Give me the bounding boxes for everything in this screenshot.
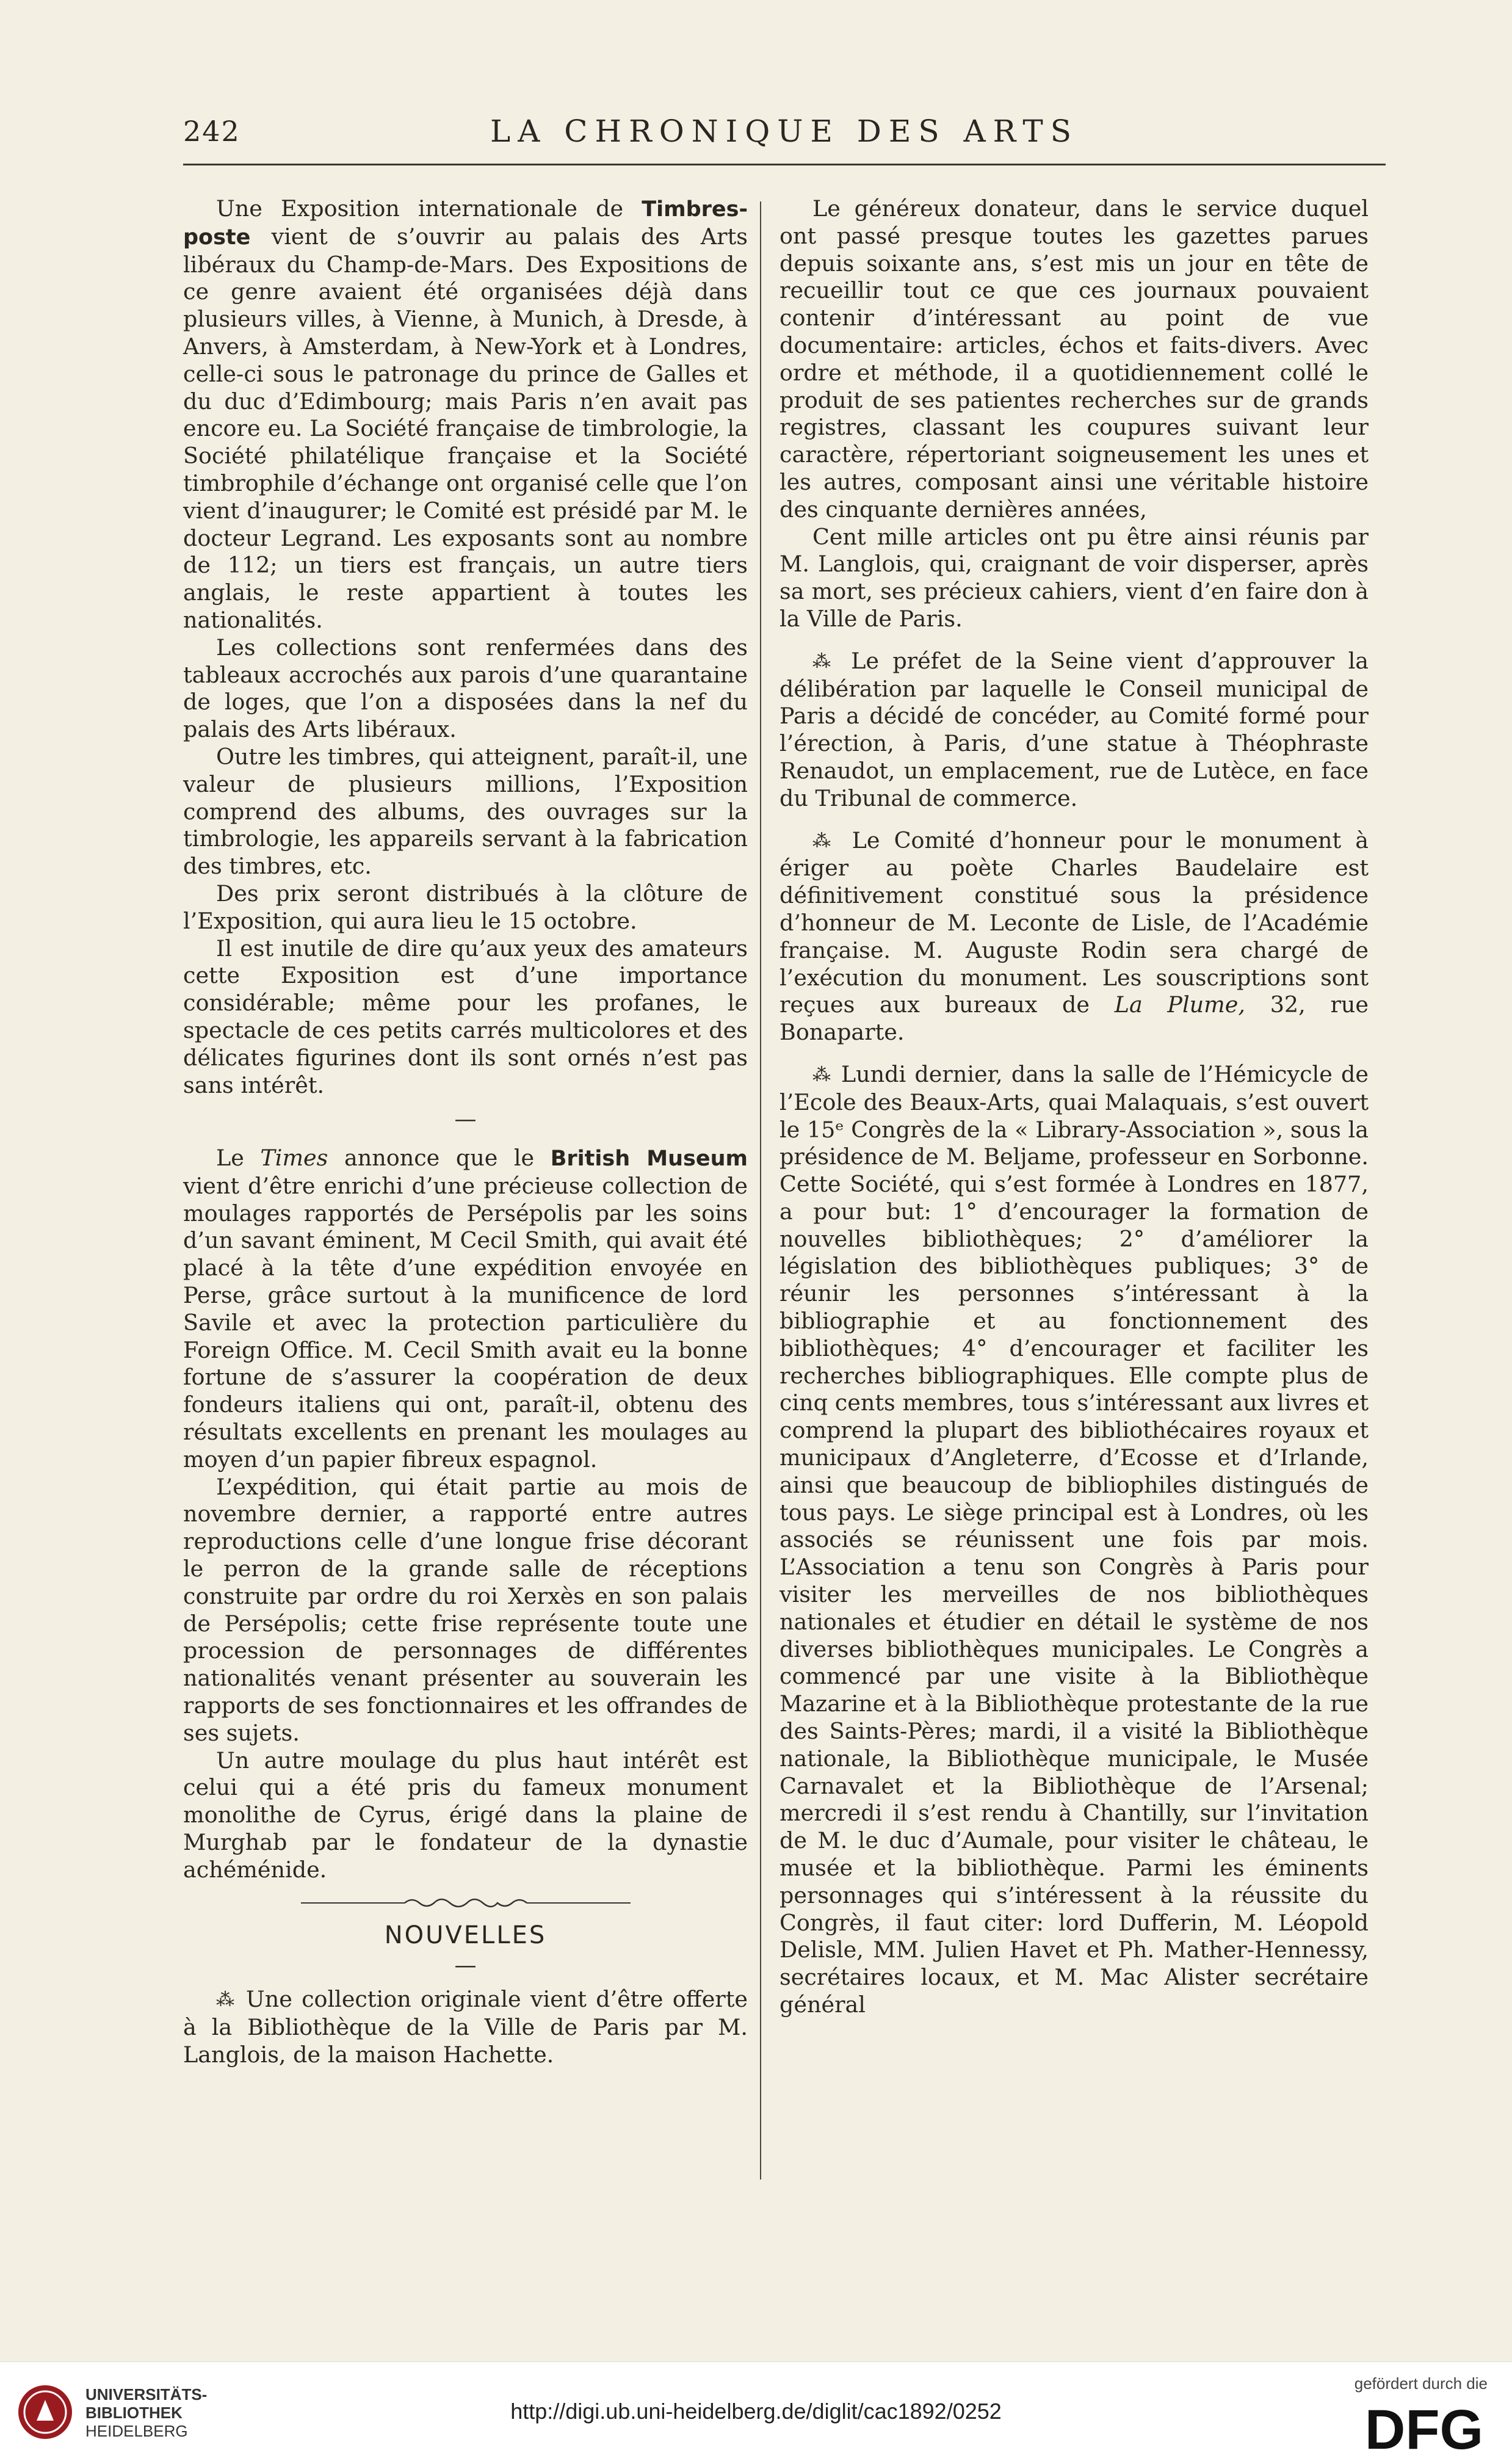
paragraph-prix: Des prix seront distribués à la clôture de l’Exposition, qui aura lieu le 15 octobre. (183, 880, 748, 934)
digitization-footer (0, 2361, 1512, 2464)
paragraph-cent-mille: Cent mille articles ont pu être ainsi réunis par M. Langlois, qui, craignant de voir disperser, après sa mort, ses précieux cahiers, vient d’en faire don à la Ville de Paris. (780, 523, 1369, 632)
separator-dash: — (454, 1107, 477, 1132)
paragraph-donateur: Le généreux donateur, dans le service duquel ont passé presque toutes les gazettes parues depuis soixante ans, s’est mis un jour en tête de recueillir tout ce que ces journaux pouvaient contenir d’intéressant au point de vue documentaire: articles, échos et faits-divers. Avec ordre et méthode, il a quotidiennement collé le produit de ses patientes recherches sur de grands registres, classant les coupures suivant leur caractère, répertoriant soigneusement les unes et les autres, composant ainsi une véritable histoire des cinquante dernières années, (780, 195, 1369, 523)
page-number: 242 (183, 115, 241, 148)
paragraph-times: Le Times annonce que le British Museum vient d’être enrichi d’une précieuse collection de moulages rapportés de Persépolis par les soins d’un savant éminent, M Cecil Smith, qui avait été placé à la tête d’une expédition envoyée en Perse, grâce surtout à la munificence de lord Savile et avec la protection particulière du Foreign Office. M. Cecil Smith avait eu la bonne fortune de s’assurer la coopération de deux fondeurs italiens qui ont, paraît-il, obtenu des résultats excellents en prenant les moulages au moyen d’un papier fibreux espagnol. (183, 1145, 748, 1473)
paragraph-baudelaire: ⁂ Le Comité d’honneur pour le monument à ériger au poète Charles Baudelaire est définitivement constitué sous la présidence d’honneur de M. Leconte de Lisle, de l’Académie française. M. Auguste Rodin sera chargé de l’exécution du monument. Les souscriptions sont reçues aux bureaux de La Plume, 32, rue Bonaparte. (780, 827, 1369, 1046)
paragraph-library-association: ⁂ Lundi dernier, dans la salle de l’Hémicycle de l’Ecole des Beaux-Arts, quai Malaquais, s’est ouvert le 15ᵉ Congrès de la « Library-Association », sous la présidence de M. Beljame, professeur en Sorbonne. Cette Société, qui s’est formée à Londres en 1877, a pour but: 1° d’encourager la formation de nouvelles bibliothèques; 2° d’améliorer la législation des bibliothèques publiques; 3° de réunir les personnes s’intéressant à la bibliographie et au fonctionnement des bibliothèques; 4° d’encourager et faciliter les recherches bibliographiques. Elle compte plus de cinq cents membres, tous s’intéressant aux livres et comprend la plupart des bibliothécaires royaux et municipaux d’Angleterre, d’Ecosse et d’Irlande, ainsi que beaucoup de bibliophiles distingués de tous pays. Le siège principal est à Londres, où les associés se réunissent une fois par mois. L’Association a tenu son Congrès à Paris pour visiter les merveilles de nos bibliothèques nationales et étudier en détail le système de nos diverses bibliothèques municipales. Le Congrès a commencé par une visite à la Bibliothèque Mazarine et à la Bibliothèque protestante de la rue des Saints-Pères; mardi, il a visité la Bibliothèque nationale, la Bibliothèque municipale, le Musée Carnavalet et la Bibliothèque de l’Arsenal; mercredi il s’est rendu à Chantilly, sur l’invitation de M. le duc d’Aumale, pour visiter le château, le musée et la bibliothèque. Parmi les éminents personnages qui s’intéressent à la réussite du Congrès, il faut citer: lord Dufferin, M. Léopold Delisle, MM. Julien Havet et Ph. Mather-Hennessy, secrétaires locaux, et M. Mac Alister secrétaire général (780, 1060, 1369, 2018)
left-column (183, 195, 748, 2069)
header-rule (183, 164, 1386, 165)
paragraph-prefet: ⁂ Le préfet de la Seine vient d’approuver la délibération par laquelle le Conseil municipal de Paris a décidé de concéder, au Comité formé pour l’érection, à Paris, d’une statue à Théophraste Renaudot, un emplacement, rue de Lutèce, en face du Tribunal de commerce. (780, 647, 1369, 811)
svg-text:DFG: DFG (1364, 2401, 1484, 2456)
column-divider (760, 201, 761, 2180)
source-url-link[interactable]: http://digi.ub.uni-heidelberg.de/diglit/cac1892/0252 (510, 2399, 1002, 2424)
asterism-icon: ⁂ (216, 1989, 237, 2011)
paragraph-collections: Les collections sont renfermées dans des tableaux accrochés aux parois d’une quarantaine de loges, que l’on a disposées dans la nef du palais des Arts libéraux. (183, 634, 748, 743)
paragraph-collection-originale: ⁂ Une collection originale vient d’être offerte à la Bibliothèque de la Ville de Paris par M. Langlois, de la maison Hachette. (183, 1986, 748, 2068)
funded-by-label: gefördert durch die (1354, 2374, 1488, 2393)
paragraph-expedition: L’expédition, qui était partie au mois de novembre dernier, a rapporté entre autres reproductions celle d’une longue frise décorant le perron de la grande salle de réceptions construite par ordre du roi Xerxès en son palais de Persépolis; cette frise représente toute une procession de personnages de différentes nationalités venant présenter au souverain les rapports de ses fonctionnaires et les offrandes de ses sujets. (183, 1473, 748, 1746)
asterism-icon: ⁂ (812, 1064, 833, 1085)
page-header (183, 110, 1386, 153)
paragraph-moulage: Un autre moulage du plus haut intérêt est celui qui a été pris du fameux monument monolithe de Cyrus, érigé dans la plaine de Murghab par le fondateur de la dynastie achéménide. (183, 1747, 748, 1883)
ornament-divider (301, 1895, 631, 1911)
asterism-icon: ⁂ (812, 650, 837, 672)
paragraph-outre: Outre les timbres, qui atteignent, paraît-il, une valeur de plusieurs millions, l’Exposition comprend des albums, des ouvrages sur la timbrologie, les appareils servant à la fabrication des timbres, etc. (183, 743, 748, 880)
journal-title: LA CHRONIQUE DES ARTS (490, 114, 1079, 149)
section-title-nouvelles: NOUVELLES (384, 1921, 547, 1949)
section-dash: — (454, 1953, 477, 1979)
dfg-logo-icon (1357, 2401, 1491, 2456)
paragraph-inutile: Il est inutile de dire qu’aux yeux des amateurs cette Exposition est d’une importance considérable; même pour les profanes, le spectacle de ces petits carrés multicolores et des délicates figurines dont ils sont ornés n’est pas sans intérêt. (183, 935, 748, 1098)
right-column (780, 195, 1369, 2019)
paragraph-timbres: Une Exposition internationale de Timbres-poste vient de s’ouvrir au palais des Arts libéraux du Champ-de-Mars. Des Expositions de ce genre avaient été organisées déjà dans plusieurs villes, à Vienne, à Munich, à Dresde, à Anvers, à Amsterdam, à New-York et à Londres, celle-ci sous le patronage du prince de Galles et du duc d’Edimbourg; mais Paris n’en avait pas encore eu. La Société française de timbrologie, la Société philatélique française et la Société timbrophile d’échange ont organisé celle que l’on vient d’inaugurer; le Comité est présidé par M. le docteur Legrand. Les exposants sont au nombre de 112; un tiers est français, un autre tiers anglais, le reste appartient à toutes les nationalités. (183, 195, 748, 633)
asterism-icon: ⁂ (812, 830, 838, 852)
library-name: UNIVERSITÄTS- BIBLIOTHEK HEIDELBERG (85, 2385, 208, 2440)
